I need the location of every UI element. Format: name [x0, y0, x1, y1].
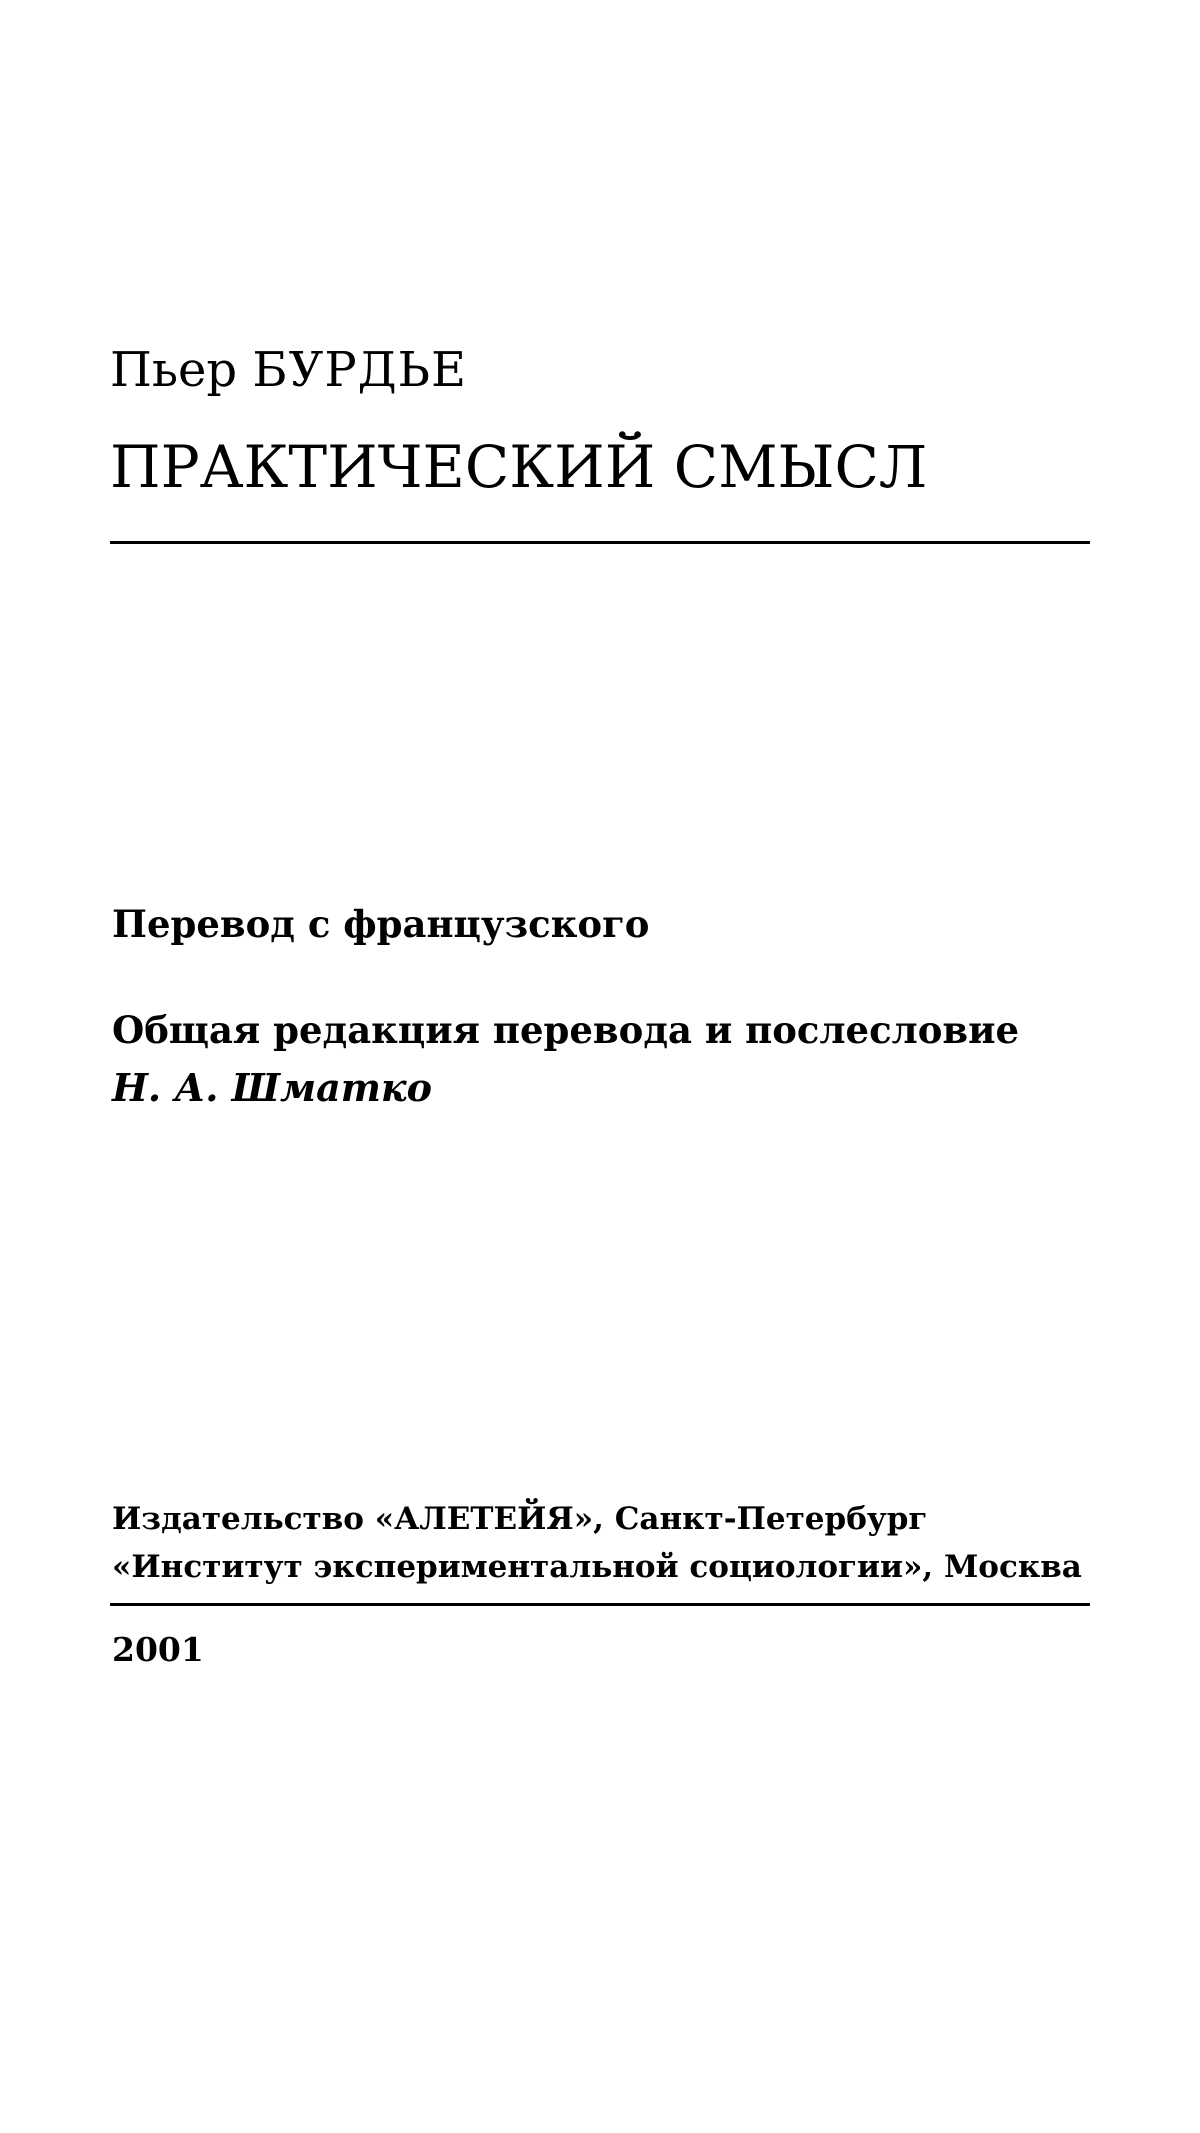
translation-note: Перевод с французского — [112, 902, 650, 946]
publisher-line-2: «Институт экспериментальной социологии», Москва — [112, 1549, 1082, 1585]
author-first-name: Пьер — [110, 342, 238, 398]
publisher-line-1: Издательство «АЛЕТЕЙЯ», Санкт-Петербург — [112, 1501, 928, 1537]
author-name — [110, 340, 467, 400]
title-divider — [110, 541, 1090, 544]
editor-name: Н. А. Шматко — [112, 1065, 432, 1110]
publisher-divider — [110, 1603, 1090, 1606]
author-surname: БУРДЬЕ — [252, 342, 468, 398]
editor-credit: Общая редакция перевода и послесловие — [112, 1008, 1020, 1052]
book-title: ПРАКТИЧЕСКИЙ СМЫСЛ — [110, 433, 928, 501]
publication-year: 2001 — [112, 1630, 204, 1669]
